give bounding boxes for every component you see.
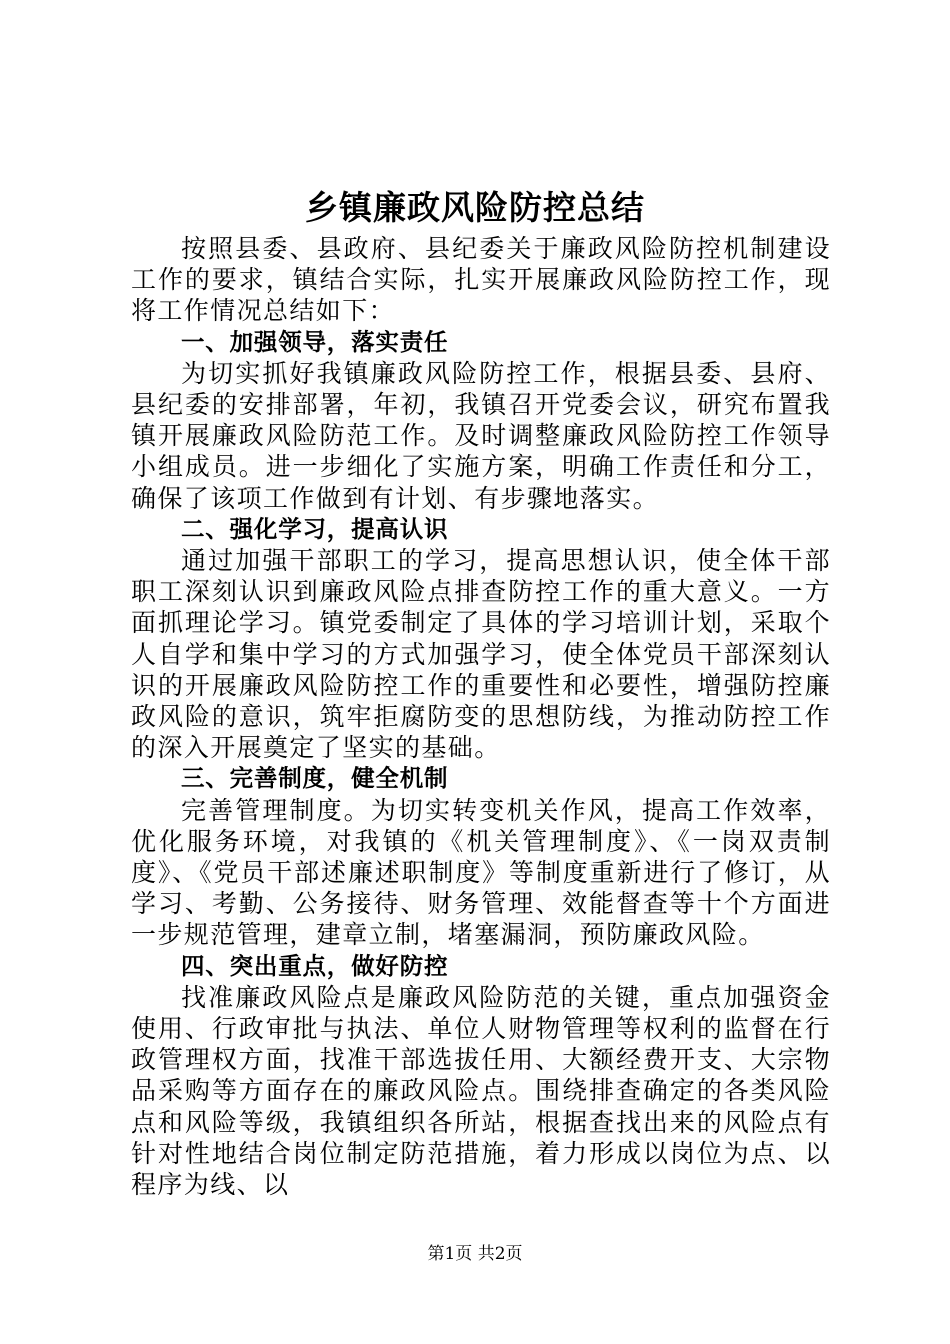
section-paragraph-2: 通过加强干部职工的学习，提高思想认识，使全体干部职工深刻认识到廉政风险点排查防控工作的重大意义。一方面抓理论学习。镇党委制定了具体的学习培训计划，采取个人自学和集中学习的方式加强学习，使全体党员干部深刻认识的开展廉政风险防控工作的重要性和必要性，增强防控廉政风险的意识，筑牢拒腐防变的思想防线，为推动防控工作的深入开展奠定了坚实的基础。 xyxy=(131,546,831,763)
section-paragraph-1: 为切实抓好我镇廉政风险防控工作，根据县委、县府、县纪委的安排部署，年初，我镇召开党委会议，研究布置我镇开展廉政风险防范工作。及时调整廉政风险防控工作领导小组成员。进一步细化了实施方案，明确工作责任和分工，确保了该项工作做到有计划、有步骤地落实。 xyxy=(131,358,831,513)
section-heading-1: 一、加强领导，落实责任 xyxy=(181,327,449,356)
section-heading-3: 三、完善制度，健全机制 xyxy=(181,764,449,793)
section-heading-2: 二、强化学习，提高认识 xyxy=(181,514,449,543)
intro-paragraph: 按照县委、县政府、县纪委关于廉政风险防控机制建设工作的要求，镇结合实际，扎实开展廉政风险防控工作，现将工作情况总结如下： xyxy=(131,234,831,326)
page-footer: 第1页 共2页 xyxy=(427,1244,523,1264)
section-paragraph-3: 完善管理制度。为切实转变机关作风，提高工作效率，优化服务环境，对我镇的《机关管理制度》、《一岗双责制度》、《党员干部述廉述职制度》等制度重新进行了修订，从学习、考勤、公务接待、财务管理、效能督查等十个方面进一步规范管理，建章立制，堵塞漏洞，预防廉政风险。 xyxy=(131,795,831,950)
section-heading-4: 四、突出重点，做好防控 xyxy=(181,951,449,980)
document-body xyxy=(131,233,831,1200)
section-paragraph-4: 找准廉政风险点是廉政风险防范的关键，重点加强资金使用、行政审批与执法、单位人财物管理等权利的监督在行政管理权方面，找准干部选拔任用、大额经费开支、大宗物品采购等方面存在的廉政风险点。围绕排查确定的各类风险点和风险等级，我镇组织各所站，根据查找出来的风险点有针对性地结合岗位制定防范措施，着力形成以岗位为点、以程序为线、以 xyxy=(131,982,831,1200)
document-title: 乡镇廉政风险防控总结 xyxy=(305,188,645,227)
